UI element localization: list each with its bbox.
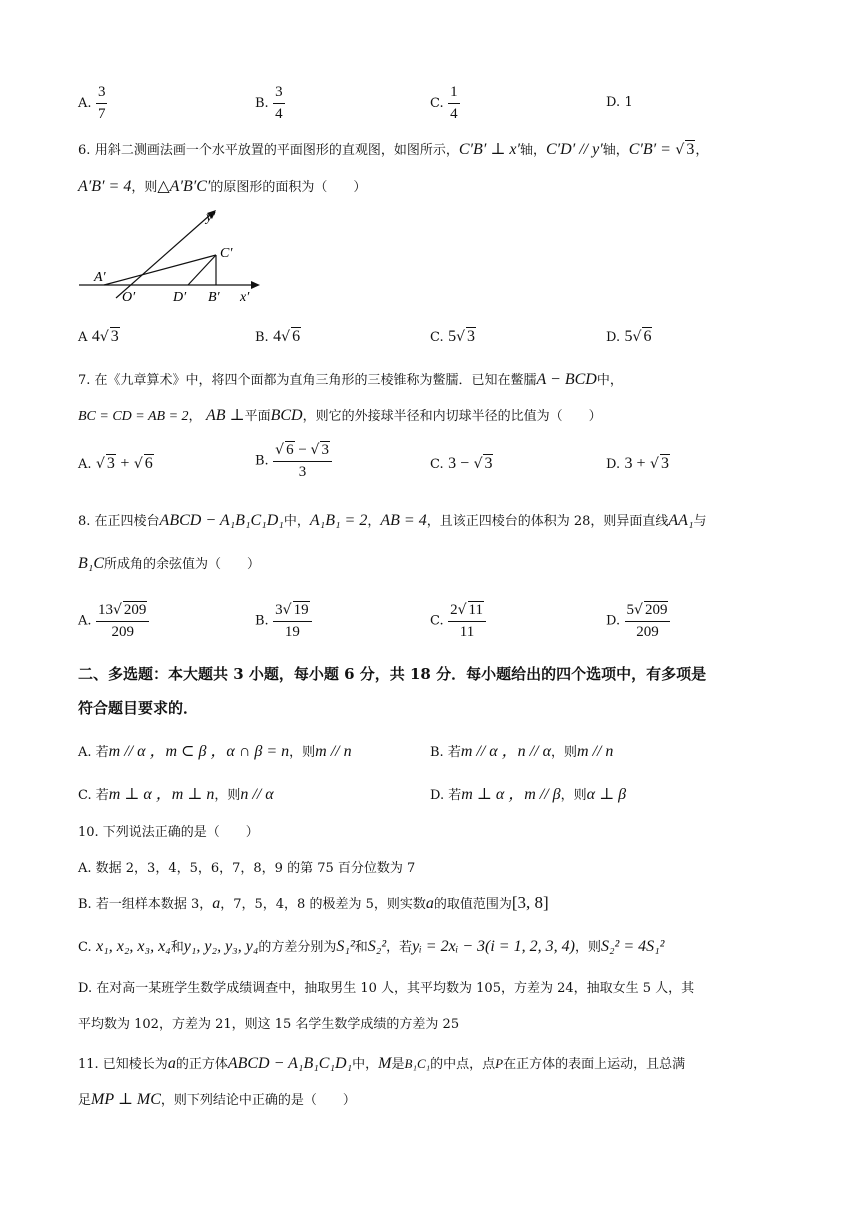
q5-option-a: A. $\frac{3}{7}$ bbox=[78, 84, 106, 122]
q7-option-d: D. 3 + √ 3 bbox=[606, 455, 669, 472]
q11-line2: 足MP ⊥ MC，则下列结论中正确的是（ ） bbox=[78, 1091, 356, 1108]
label-y: y′ bbox=[206, 210, 216, 225]
section2-heading-line1: 二、多选题：本大题共 3 小题，每小题 6 分，共 18 分．每小题给出的四个选项中，有多项是 bbox=[78, 665, 707, 683]
label-o: O′ bbox=[122, 290, 136, 305]
q6-option-a: A 4√ 3 bbox=[78, 328, 119, 345]
q10-option-d-line1: D. 在对高一某班学生数学成绩调查中，抽取男生 10 人，其平均数为 105，方差为 24，抽取女生 5 人，其 bbox=[78, 981, 695, 996]
segment-c-d bbox=[188, 255, 216, 285]
label-b: B′ bbox=[208, 290, 220, 305]
label-c: C′ bbox=[220, 246, 233, 261]
q6-option-c: C. 5√ 3 bbox=[430, 328, 475, 345]
q7-option-c: C. 3 − √ 3 bbox=[430, 455, 493, 472]
q8-option-b: B. $\frac{3√ 19}{19}$ bbox=[255, 601, 312, 640]
q9-option-a: A. 若m // α ，m ⊂ β ，α ∩ β = n，则m // n bbox=[78, 743, 352, 760]
q8-option-c: C. $\frac{2√ 11}{11}$ bbox=[430, 601, 486, 640]
q10-option-c: C. x₁, x₂, x₃, x₄和y₁, y₂, y₃, y₄的方差分别为S₁²和S₂²，若yᵢ = 2xᵢ − 3(i = 1, 2, 3, 4)，则S₂² = 4S₁² bbox=[78, 938, 665, 955]
q7-line1: 7. 在《九章算术》中，将四个面都为直角三角形的三棱锥称为鳖臑．已知在鳖臑A − BCD中， bbox=[78, 371, 623, 388]
q6-figure bbox=[76, 205, 266, 310]
x-axis-arrow bbox=[251, 281, 260, 289]
q8-option-d: D. $\frac{5√ 209}{209}$ bbox=[606, 601, 670, 640]
q10-title: 10. 下列说法正确的是（ ） bbox=[78, 825, 259, 840]
q10-option-a: A. 数据 2，3，4，5，6，7，8，9 的第 75 百分位数为 7 bbox=[78, 861, 416, 876]
q8-line1: 8. 在正四棱台ABCD − A₁B₁C₁D₁中，A₁B₁ = 2，AB = 4，且该正四棱台的体积为 28，则异面直线AA₁与 bbox=[78, 512, 707, 529]
q9-option-c: C. 若m ⊥ α ，m ⊥ n，则n // α bbox=[78, 786, 274, 803]
q8-option-a: A. $\frac{13√ 209}{209}$ bbox=[78, 601, 149, 640]
label-d: D′ bbox=[173, 290, 187, 305]
q6-option-b: B. 4√ 6 bbox=[255, 328, 301, 345]
label-x: x′ bbox=[240, 290, 250, 305]
q6-option-d: D. 5√ 6 bbox=[606, 328, 652, 345]
q5-option-d: D. 1 bbox=[606, 95, 633, 110]
q11-line1: 11. 已知棱长为a的正方体ABCD − A₁B₁C₁D₁中，M是B₁C₁的中点，点P在正方体的表面上运动，且总满 bbox=[78, 1055, 686, 1072]
label-a: A′ bbox=[94, 270, 106, 285]
q9-option-b: B. 若m // α ，n // α，则m // n bbox=[430, 743, 614, 760]
q7-option-b: B. $\frac{√ 6 - √ 3}{3}$ bbox=[255, 441, 332, 480]
q8-line2: B₁C所成角的余弦值为（ ） bbox=[78, 555, 261, 572]
section2-heading-line2: 符合题目要求的． bbox=[78, 699, 199, 717]
q7-option-a: A. √ 3 + √ 6 bbox=[78, 455, 153, 472]
q5-option-b: B. $\frac{3}{4}$ bbox=[255, 84, 283, 122]
q7-line2: BC = CD = AB = 2， AB ⊥平面BCD，则它的外接球半径和内切球半径的比值为（ ） bbox=[78, 407, 602, 424]
q9-option-d: D. 若m ⊥ α ，m // β，则α ⊥ β bbox=[430, 786, 627, 803]
q5-option-c: C. $\frac{1}{4}$ bbox=[430, 84, 458, 122]
q6-line2: A′B′ = 4，则△A′B′C′的原图形的面积为（ ） bbox=[78, 178, 367, 195]
q10-option-d-line2: 平均数为 102，方差为 21，则这 15 名学生数学成绩的方差为 25 bbox=[78, 1017, 460, 1032]
q6-line1: 6. 用斜二测画法画一个水平放置的平面图形的直观图，如图所示，C′B′ ⊥ x′轴，C′D′ // y′轴，C′B′ = √ 3， bbox=[78, 141, 709, 158]
q10-option-b: B. 若一组样本数据 3，a，7，5，4，8 的极差为 5，则实数a的取值范围为[3, 8] bbox=[78, 893, 549, 912]
